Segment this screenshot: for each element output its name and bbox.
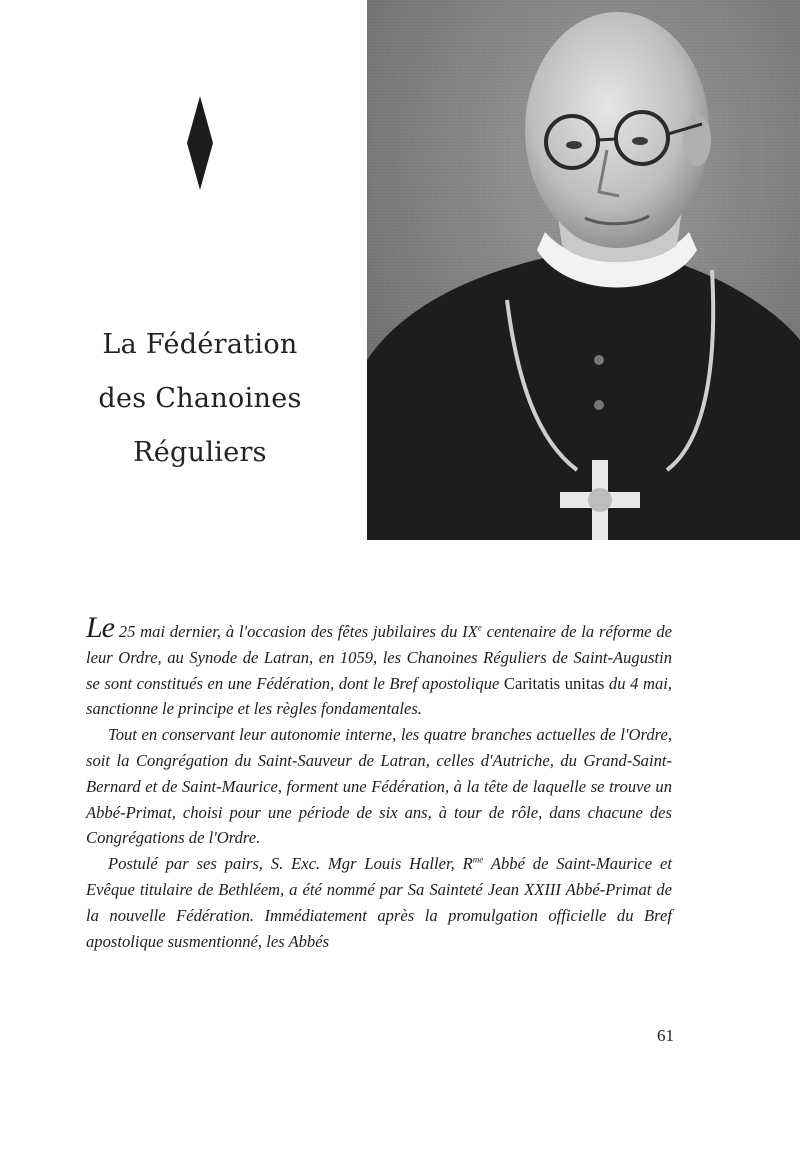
paragraph-3 — [86, 851, 672, 954]
portrait-photo-icon — [367, 0, 800, 540]
paragraph-3-text-b: Abbé de Saint-Maurice et Evêque titulaire de Bethléem, a été nommé par Sa Sainteté Jean XXIII Abbé-Primat de la nouvelle Fédération. Immédiatement après la promulgation officielle du Bref apostolique susmentionné, les Abbés — [86, 854, 672, 951]
title-line-2: des Chanoines — [98, 383, 302, 414]
paragraph-2: Tout en conservant leur autonomie interne, les quatre branches actuelles de l'Ordre, soit la Congrégation du Saint-Sauveur de Latran, celles d'Autriche, du Grand-Saint-Bernard et de Saint-Maurice, forment une Fédération, à la tête de laquelle se trouve un Abbé-Primat, choisi pour une période de six ans, à tour de rôle, dans chacune des Congrégations de l'Ordre. — [86, 725, 672, 848]
paragraph-1-text-b: centenaire de la réforme de leur Ordre, au Synode de Latran, en 1059, les Chanoines Réguliers de Saint-Augustin se sont constitués en une Fédération, dont le Bref apostolique — [86, 622, 672, 693]
page-number: 61 — [657, 1026, 674, 1045]
paragraph-3-text-a: Postulé par ses pairs, S. Exc. Mgr Louis Haller, R — [108, 854, 473, 874]
superscript-me: me — [472, 854, 484, 865]
page-title — [60, 318, 340, 480]
title-line-1: La Fédération — [102, 329, 298, 360]
drop-cap: Le — [86, 611, 114, 644]
bref-title: Caritatis unitas — [503, 673, 605, 693]
article-body — [86, 611, 672, 954]
paragraph-1-text-d: du 4 mai, sanctionne le principe et les règles fondamentales. — [86, 673, 672, 719]
diamond-ornament-icon — [187, 96, 213, 190]
superscript-e: e — [477, 622, 482, 633]
title-line-3: Réguliers — [133, 437, 267, 468]
paragraph-1-text-a: 25 mai dernier, à l'occasion des fêtes jubilaires du IX — [114, 622, 478, 641]
paragraph-1 — [86, 611, 672, 722]
